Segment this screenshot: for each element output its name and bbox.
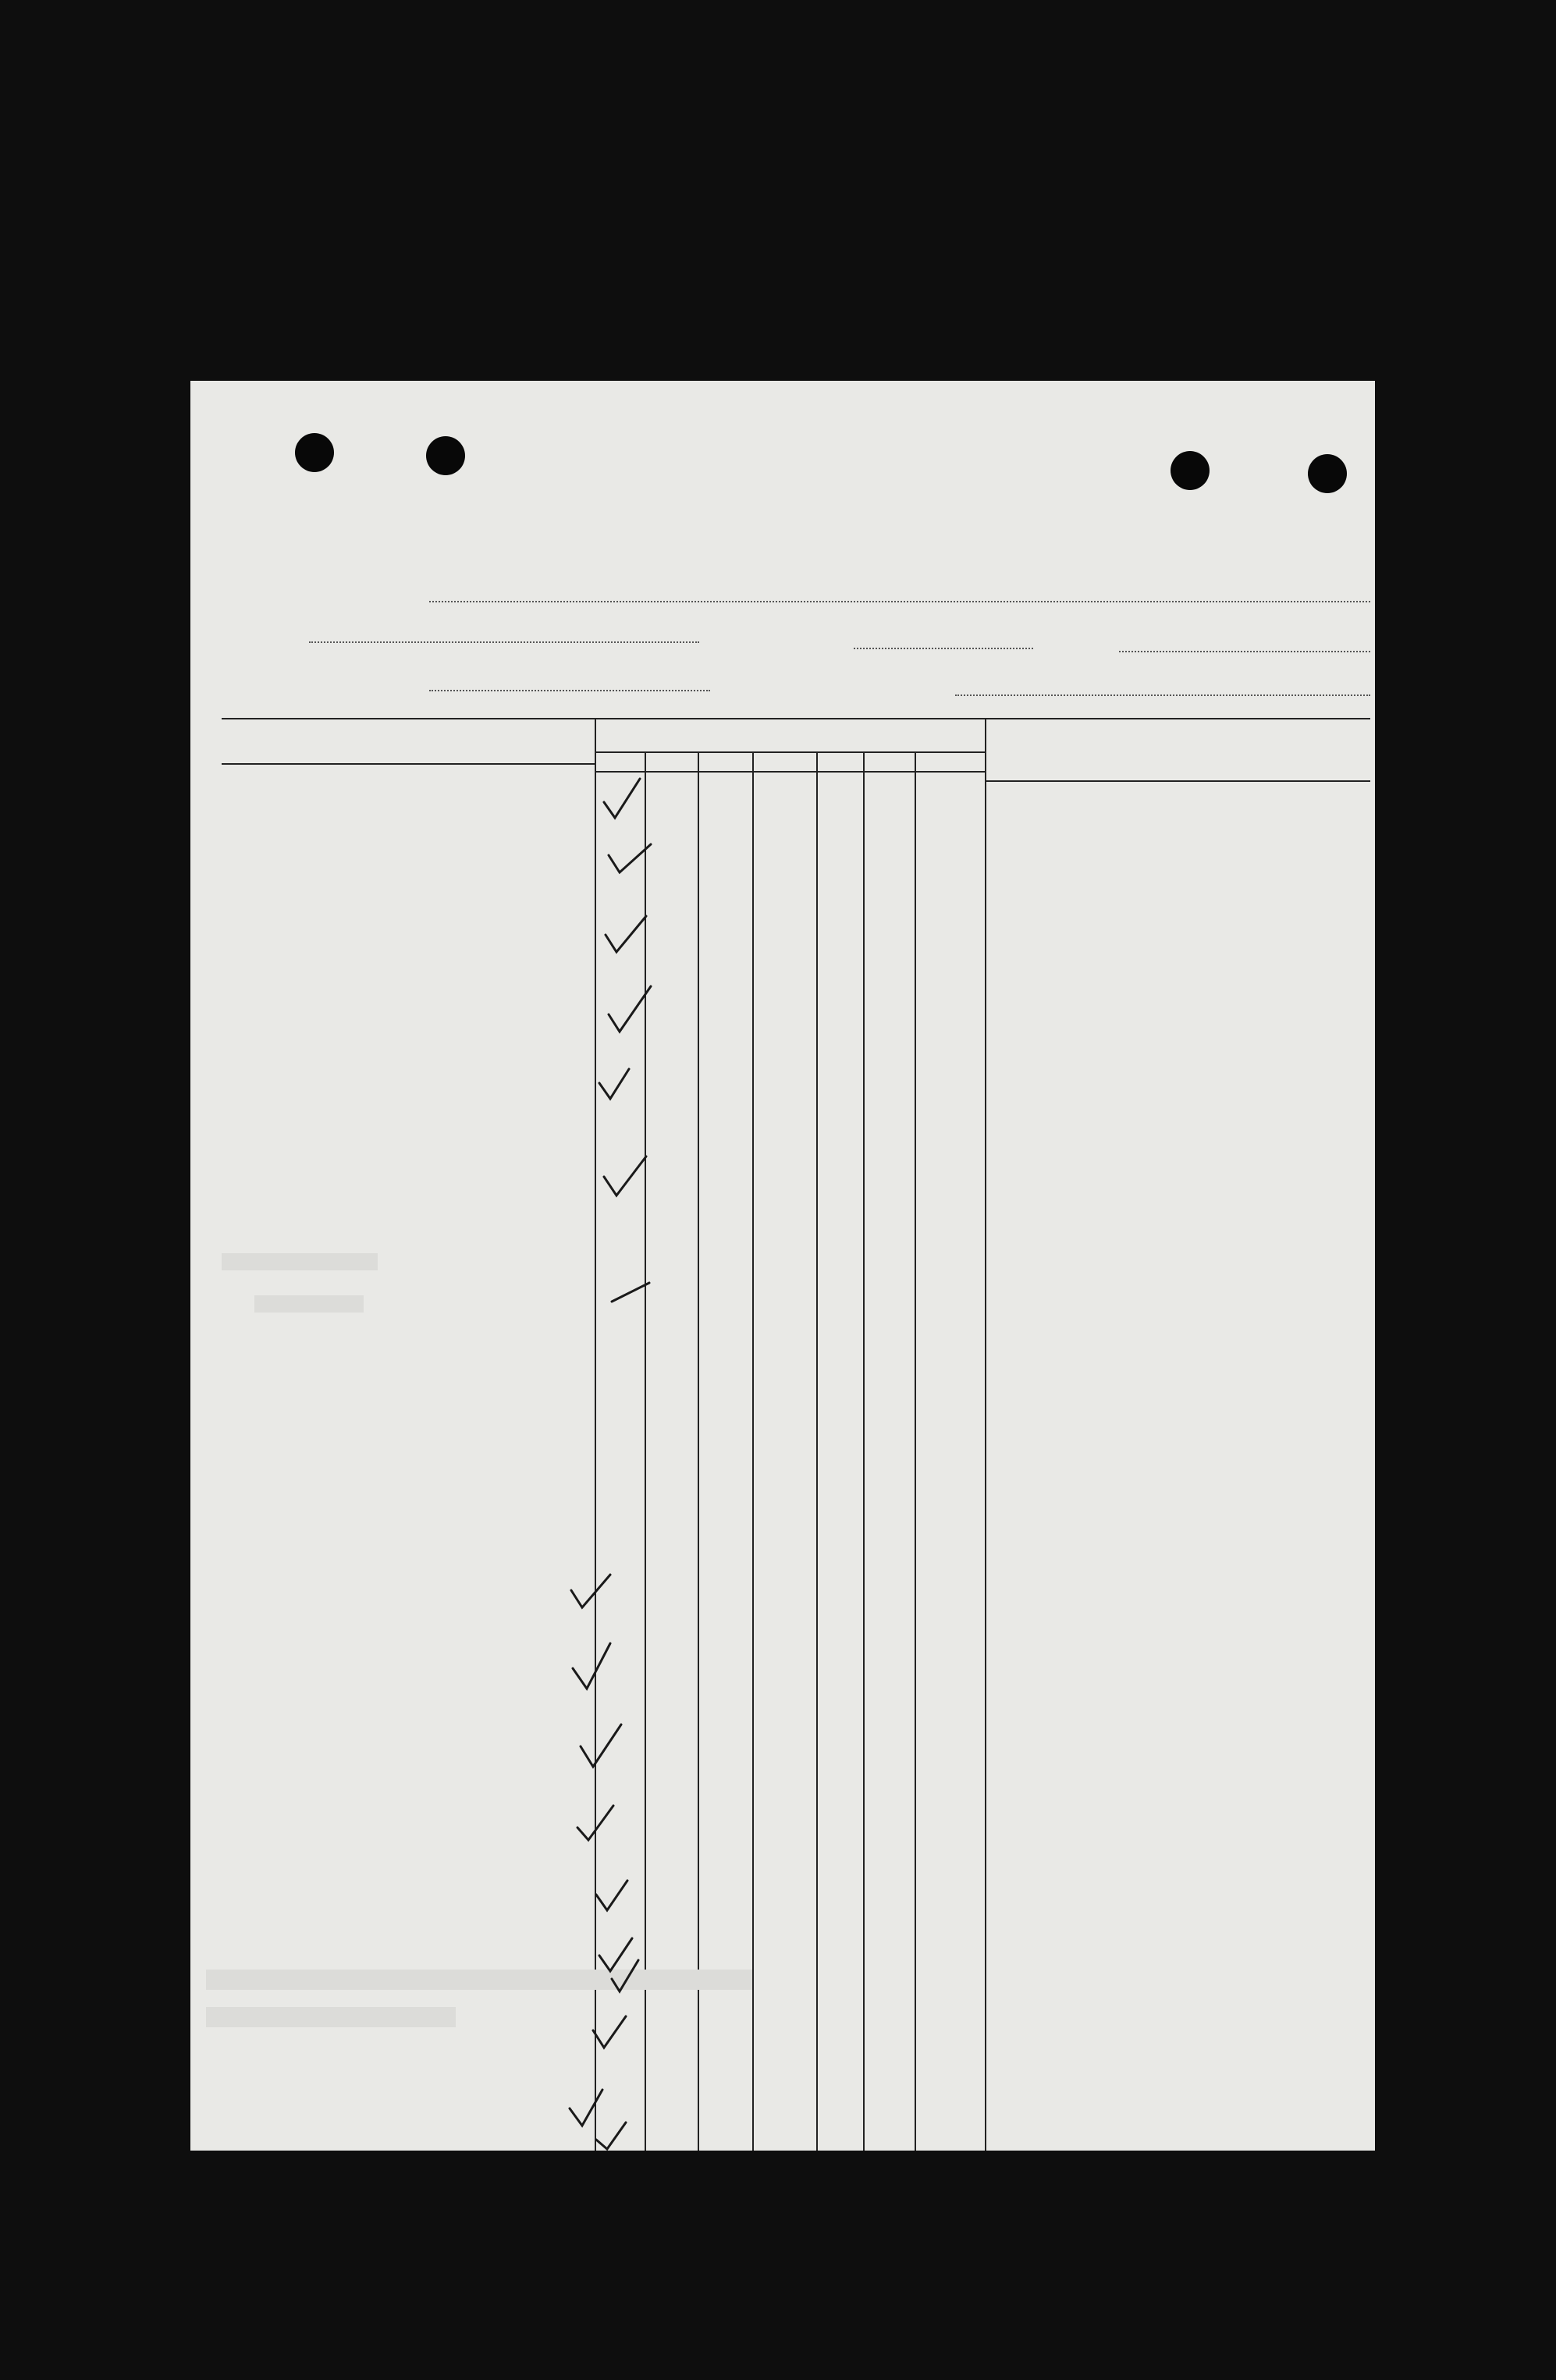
flight-underline	[854, 648, 1033, 649]
date-underline	[1119, 651, 1370, 652]
aircraft-underline	[309, 641, 699, 643]
official-header-rule	[985, 780, 1370, 782]
redacted-line	[206, 2007, 456, 2027]
punch-hole	[1308, 454, 1347, 493]
embark-underline	[429, 690, 710, 691]
column-divider	[816, 751, 818, 2151]
check-marks	[565, 763, 659, 2152]
punch-hole	[426, 436, 465, 475]
table-top-rule	[222, 718, 1370, 719]
owner-letters-rule-top	[595, 751, 986, 753]
column-divider	[985, 718, 986, 2151]
column-divider	[915, 751, 916, 2151]
owner-underline	[429, 601, 1370, 602]
column-divider	[863, 751, 865, 2151]
redacted-line	[206, 1970, 752, 1990]
redacted-line	[254, 1295, 364, 1313]
column-divider	[752, 751, 754, 2151]
disembark-underline	[955, 694, 1370, 696]
redacted-line	[222, 1253, 378, 1270]
surname-header-rule	[222, 763, 596, 765]
manifest-page	[190, 381, 1375, 2151]
punch-hole	[1171, 451, 1210, 490]
column-divider	[698, 751, 699, 2151]
punch-hole	[295, 433, 334, 472]
